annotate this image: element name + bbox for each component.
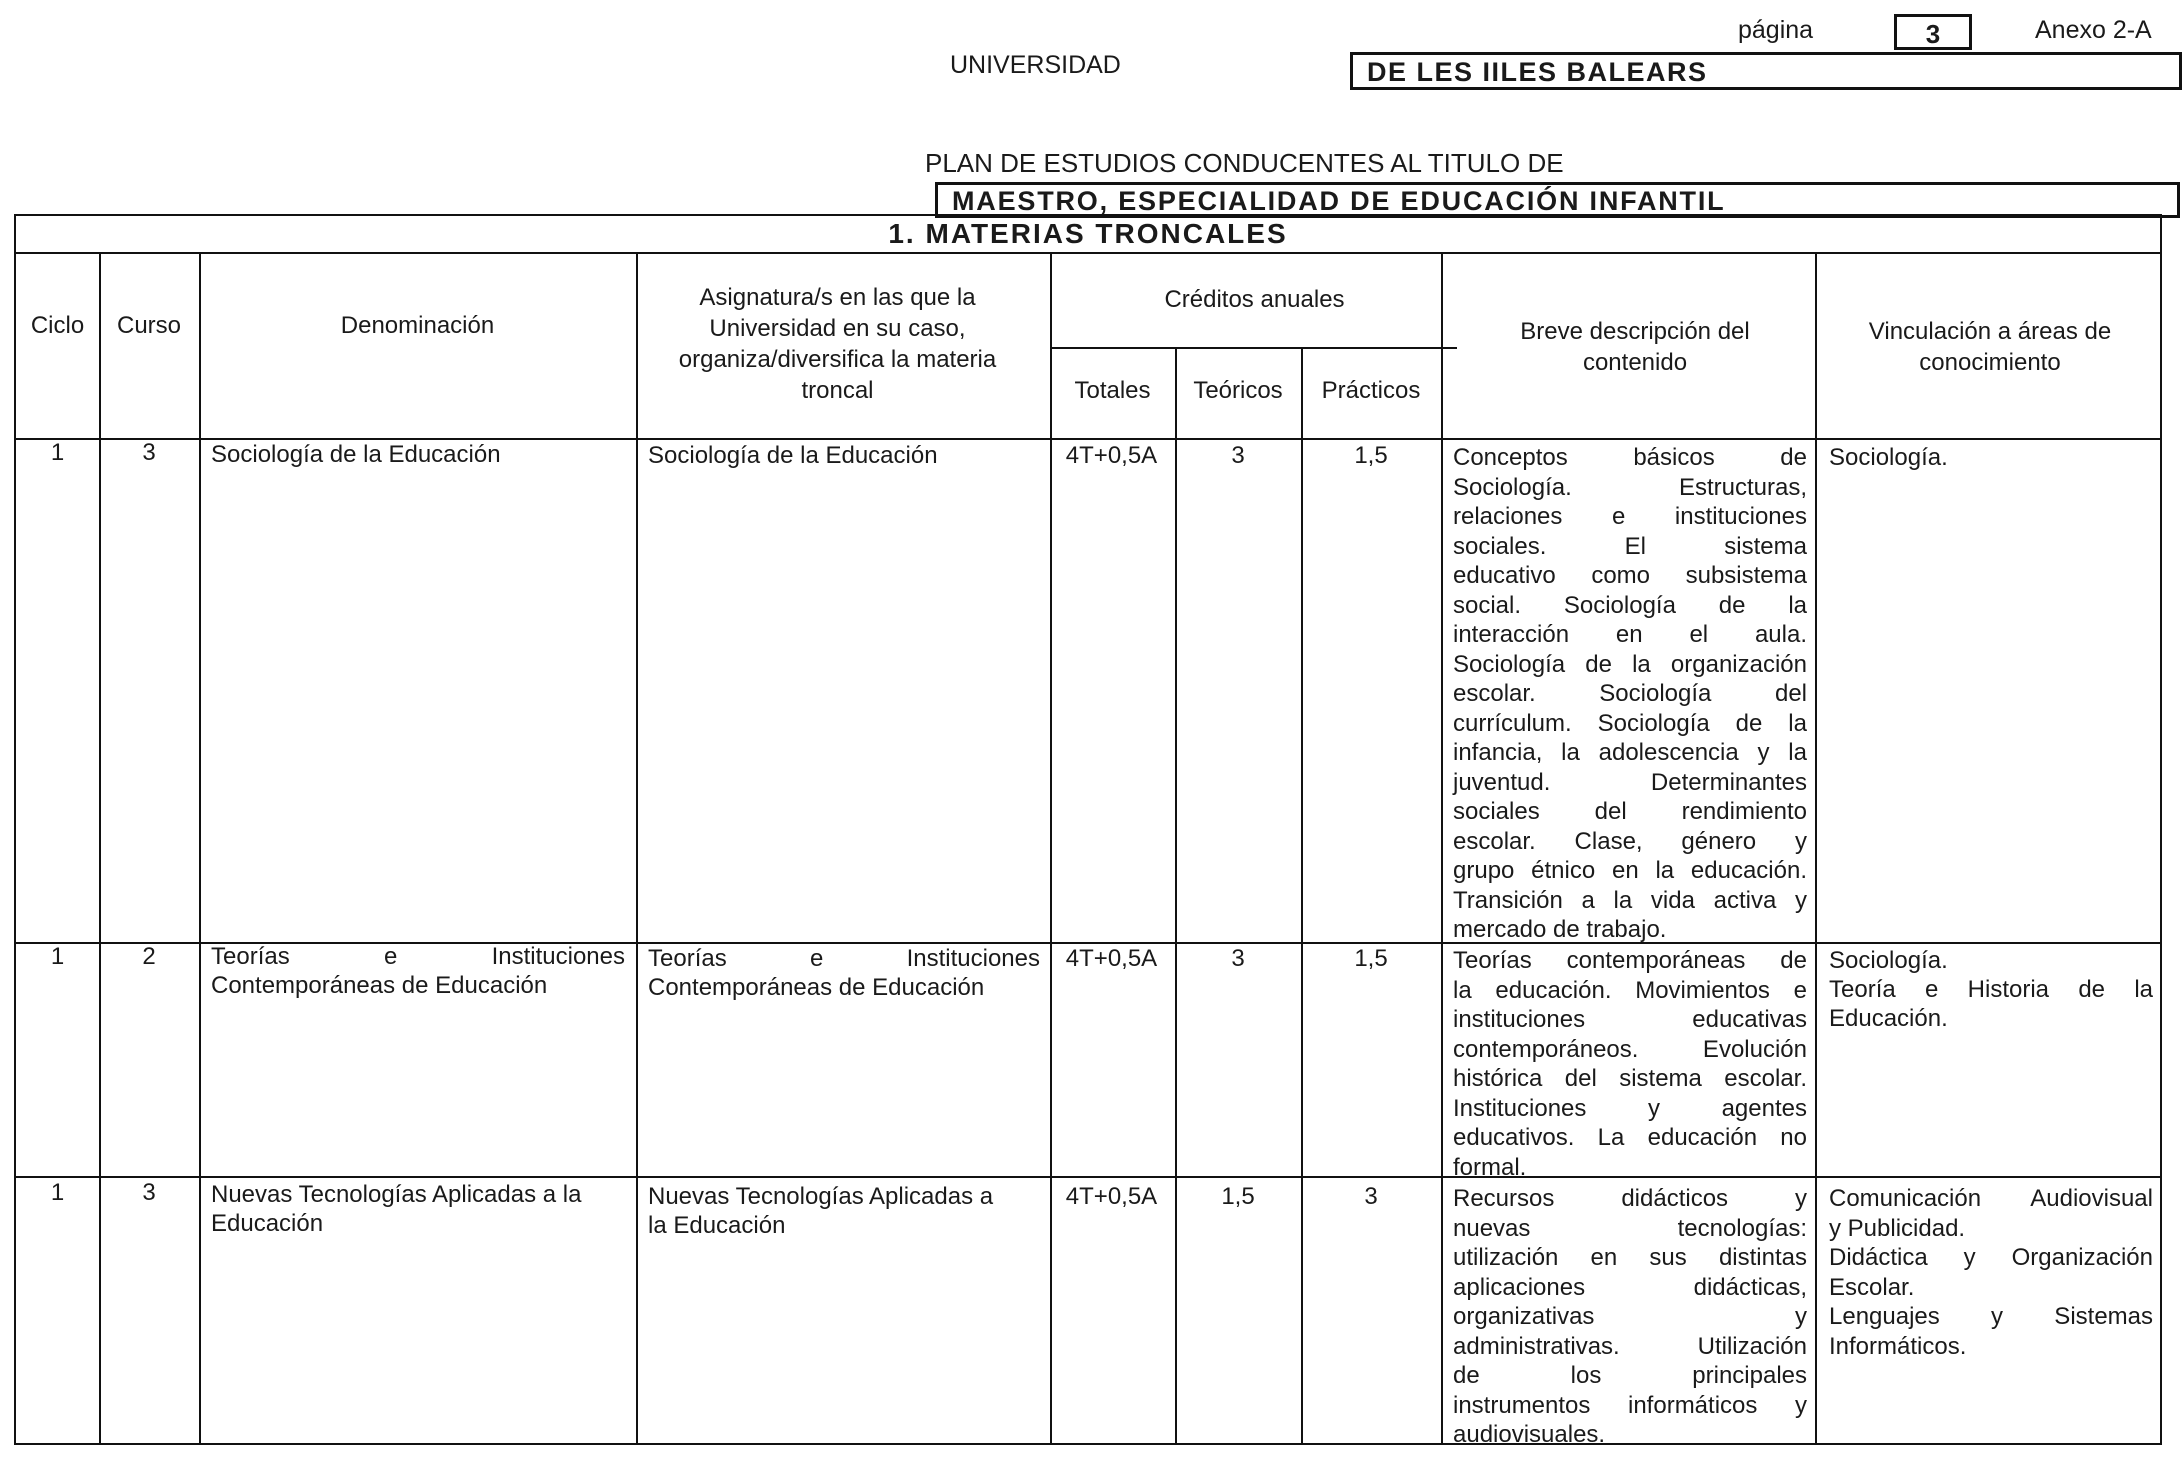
col-header-teoricos: Teóricos <box>1193 377 1283 404</box>
desc-line: sociales del rendimiento <box>1453 798 1807 825</box>
plan-label: PLAN DE ESTUDIOS CONDUCENTES AL TITULO DE <box>925 148 1564 178</box>
asig-line: la Educación <box>648 1212 786 1239</box>
row2-vinculacion <box>1829 946 2153 1033</box>
titulo-box <box>935 182 2180 218</box>
desc-line: Conceptos básicos de <box>1453 444 1807 471</box>
desc-line: Sociología. Estructuras, <box>1453 473 1807 501</box>
section-title: 1. MATERIAS TRONCALES <box>888 218 1288 249</box>
desc-line: instituciones educativas <box>1453 1006 1807 1033</box>
vinc-line: Sociología. <box>1829 444 1948 471</box>
desc-line: histórica del sistema escolar. <box>1453 1065 1807 1092</box>
universidad-name: DE LES IILES BALEARS <box>1367 57 1708 87</box>
col-header-creditos: Créditos anuales <box>1164 286 1345 313</box>
divider <box>636 252 638 1443</box>
denom-line: Teorías e Instituciones <box>211 943 625 970</box>
denom-line: Educación <box>211 1210 324 1237</box>
col-header-denominacion: Denominación <box>340 312 495 339</box>
desc-line: grupo étnico en la educación. <box>1453 857 1807 884</box>
denom-line: Nuevas Tecnologías Aplicadas a la <box>211 1181 582 1208</box>
desc-line: social. Sociología de la <box>1453 591 1807 619</box>
col-header-ciclo: Ciclo <box>30 312 85 339</box>
row3-asignatura <box>648 1182 1040 1240</box>
row1-teoricos: 3 <box>1231 442 1245 469</box>
row2-denominacion <box>211 942 625 1000</box>
desc-line: Transición a la vida activa y <box>1453 886 1807 914</box>
desc-line: aplicaciones didácticas, <box>1453 1273 1807 1301</box>
row1-vinculacion <box>1829 443 2153 472</box>
row1-practicos: 1,5 <box>1354 442 1388 469</box>
desc-line: nuevas tecnologías: <box>1453 1214 1807 1242</box>
desc-line: currículum. Sociología de la <box>1453 709 1807 737</box>
desc-line: contemporáneos. Evolución <box>1453 1035 1807 1063</box>
row3-ciclo: 1 <box>50 1179 65 1206</box>
desc-line: sociales. El sistema <box>1453 532 1807 560</box>
vinc-line: Educación. <box>1829 1005 1948 1032</box>
desc-line: Sociología de la organización <box>1453 650 1807 678</box>
col-header-asignatura: Asignatura/s en las que la Universidad en su caso, organiza/diversifica la materia troncal <box>678 284 997 404</box>
vinc-line: Sociología. <box>1829 947 1948 974</box>
desc-line: utilización en sus distintas <box>1453 1244 1807 1271</box>
row3-totales: 4T+0,5A <box>1065 1183 1158 1210</box>
page-number: 3 <box>1894 14 1972 50</box>
titulo: MAESTRO, ESPECIALIDAD DE EDUCACIÓN INFANTIL <box>952 186 1726 216</box>
row2-ciclo: 1 <box>50 943 65 970</box>
divider <box>1050 347 1457 349</box>
col-header-vinculacion: Vinculación a áreas de conocimiento <box>1868 318 2112 376</box>
asig-line: Contemporáneas de Educación <box>648 974 985 1001</box>
desc-line: Teorías contemporáneas de <box>1453 947 1807 974</box>
desc-line: mercado de trabajo. <box>1453 916 1667 943</box>
desc-line: Instituciones y agentes <box>1453 1094 1807 1122</box>
row2-totales: 4T+0,5A <box>1065 945 1158 972</box>
divider <box>199 252 201 1443</box>
divider <box>1050 252 1052 1443</box>
col-header-curso: Curso <box>116 312 182 339</box>
row2-asignatura <box>648 944 1040 1002</box>
divider <box>1815 252 1817 1443</box>
vinc-line: Didáctica y Organización <box>1829 1244 2153 1271</box>
col-header-descripcion: Breve descripción del contenido <box>1520 318 1750 376</box>
desc-line: interacción en el aula. <box>1453 621 1807 648</box>
col-header-practicos: Prácticos <box>1321 377 1421 404</box>
desc-line: audiovisuales. <box>1453 1421 1606 1448</box>
row3-vinculacion <box>1829 1184 2153 1361</box>
row2-practicos: 1,5 <box>1354 945 1388 972</box>
row3-teoricos: 1,5 <box>1221 1183 1255 1210</box>
desc-line: la educación. Movimientos e <box>1453 976 1807 1004</box>
divider <box>16 252 2160 254</box>
divider <box>1175 347 1177 1443</box>
desc-line: escolar. Clase, género y <box>1453 827 1807 855</box>
asig-line: Teorías e Instituciones <box>648 945 1040 972</box>
divider <box>1441 252 1443 1443</box>
pagina-label: página <box>1738 16 1814 44</box>
desc-line: instrumentos informáticos y <box>1453 1391 1807 1419</box>
row2-descripcion <box>1453 946 1807 1182</box>
vinc-line: Escolar. <box>1829 1273 1915 1301</box>
desc-line: educativos. La educación no <box>1453 1124 1807 1151</box>
desc-line: escolar. Sociología del <box>1453 680 1807 707</box>
desc-line: administrativas. Utilización <box>1453 1332 1807 1360</box>
row1-curso: 3 <box>142 439 156 466</box>
row3-denominacion <box>211 1180 625 1238</box>
vinc-line: Comunicación Audiovisual <box>1829 1185 2153 1212</box>
row1-descripcion <box>1453 443 1807 945</box>
desc-line: educativo como subsistema <box>1453 562 1807 589</box>
vinc-line: Teoría e Historia de la <box>1829 976 2153 1003</box>
row3-practicos: 3 <box>1364 1183 1378 1210</box>
desc-line: formal. <box>1453 1153 1527 1181</box>
desc-line: organizativas y <box>1453 1303 1807 1330</box>
divider <box>16 1176 2160 1178</box>
vinc-line: y Publicidad. <box>1829 1214 1966 1242</box>
desc-line: juventud. Determinantes <box>1453 768 1807 796</box>
col-header-totales: Totales <box>1074 377 1151 404</box>
desc-line: de los principales <box>1453 1362 1807 1389</box>
desc-line: infancia, la adolescencia y la <box>1453 739 1807 766</box>
anexo-label: Anexo 2-A <box>2035 16 2152 44</box>
vinc-line: Lenguajes y Sistemas <box>1829 1303 2153 1330</box>
universidad-box <box>1350 52 2182 90</box>
row1-denominacion: Sociología de la Educación <box>211 441 501 468</box>
universidad-label: UNIVERSIDAD <box>950 51 1121 79</box>
row1-totales: 4T+0,5A <box>1065 442 1158 469</box>
row1-ciclo: 1 <box>50 439 65 466</box>
asig-line: Nuevas Tecnologías Aplicadas a <box>648 1183 994 1210</box>
divider <box>1301 347 1303 1443</box>
row2-curso: 2 <box>142 943 156 970</box>
row2-teoricos: 3 <box>1231 945 1245 972</box>
divider <box>99 252 101 1443</box>
desc-line: Recursos didácticos y <box>1453 1185 1807 1212</box>
row3-curso: 3 <box>142 1179 156 1206</box>
vinc-line: Informáticos. <box>1829 1332 1967 1360</box>
row3-descripcion <box>1453 1184 1807 1450</box>
desc-line: relaciones e instituciones <box>1453 503 1807 530</box>
denom-line: Contemporáneas de Educación <box>211 972 548 999</box>
row1-asignatura: Sociología de la Educación <box>648 442 938 469</box>
